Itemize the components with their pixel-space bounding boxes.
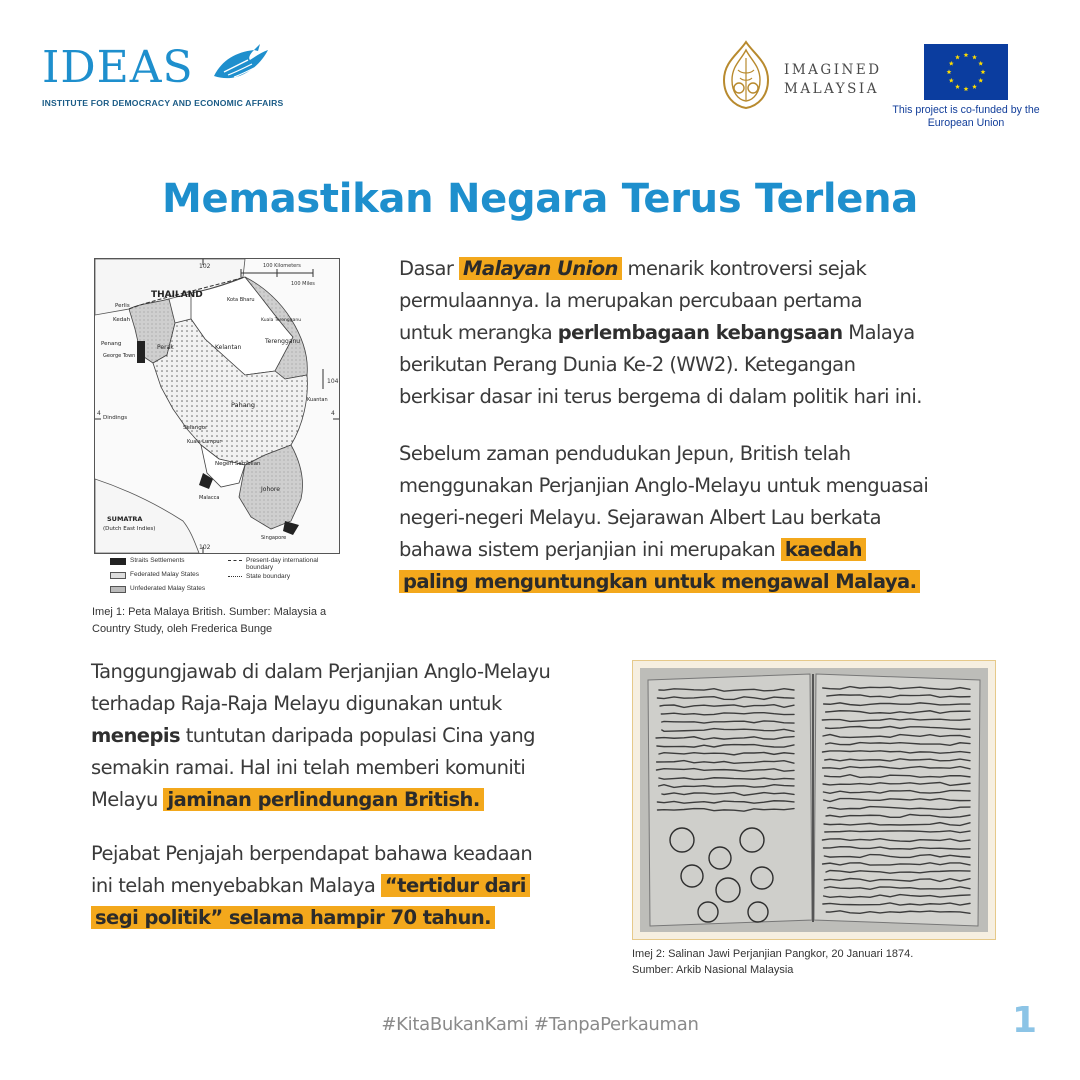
paragraph-pejabat-penjajah [91, 838, 532, 934]
imagined-malaysia-logo [718, 40, 898, 110]
p1-bold-perlembagaan: perlembagaan kebangsaan [557, 321, 843, 344]
legend-federated: Federated Malay States [130, 571, 200, 578]
p1-line3-pre: untuk merangka [399, 321, 558, 344]
p1-line1-pre: Dasar [399, 257, 454, 280]
eu-flag-icon [924, 44, 1008, 100]
image2-caption [632, 946, 913, 978]
p3-line4: semakin ramai. Hal ini telah memberi komuniti [91, 756, 526, 779]
bird-icon [210, 42, 270, 92]
map-label-kuala-terengganu: Kuala Terengganu [261, 318, 302, 323]
manuscript-drawing [640, 668, 988, 932]
highlight-segi-politik: segi politik” selama hampir 70 tahun. [91, 906, 495, 929]
legend-straits: Straits Settlements [130, 557, 185, 564]
legend-swatch-state [228, 576, 242, 577]
highlight-tertidur: “tertidur dari [381, 874, 530, 897]
legend-intl-boundary: Present-day international boundary [246, 557, 319, 571]
malaysia-text: MALAYSIA [784, 81, 879, 97]
p4-line1: Pejabat Penjajah berpendapat bahawa keadaan [91, 842, 533, 865]
imagined-text: IMAGINED [784, 62, 882, 78]
p2-line4-pre: bahawa sistem perjanjian ini merupakan [399, 538, 776, 561]
map-label-kuantan: Kuantan [307, 397, 328, 403]
p1-line3-post: Malaya [842, 321, 915, 344]
highlight-jaminan: jaminan perlindungan British. [163, 788, 483, 811]
legend-state-boundary: State boundary [246, 573, 291, 580]
map-scale-mi: 100 Miles [291, 281, 315, 287]
ideas-subtitle: INSTITUTE FOR DEMOCRACY AND ECONOMIC AFFAIRS [42, 98, 284, 108]
wayang-emblem-icon [718, 40, 774, 110]
map-scale-km: 100 Kilometers [263, 263, 301, 269]
map-label-dindings: Dindings [103, 415, 128, 421]
footer-hashtags: #KitaBukanKami #TanpaPerkauman [381, 1014, 699, 1035]
map-grid-104: 104 [327, 378, 339, 385]
map-label-perlis: Perlis [115, 303, 130, 309]
legend-swatch-federated [110, 572, 126, 579]
map-label-singapore: Singapore [261, 535, 287, 541]
british-malaya-map [94, 258, 340, 554]
p1-line2: permulaannya. Ia merupakan percubaan pertama [399, 289, 862, 312]
map-grid-4-right: 4 [331, 410, 335, 417]
p3-line3-post: tuntutan daripada populasi Cina yang [180, 724, 536, 747]
highlight-malayan-union: Malayan Union [459, 257, 622, 280]
legend-unfederated: Unfederated Malay States [130, 585, 206, 592]
paragraph-tanggungjawab [91, 656, 550, 816]
image2-caption-line1: Imej 2: Salinan Jawi Perjanjian Pangkor, 20 Januari 1874. [632, 948, 914, 960]
map-label-pahang: Pahang [231, 401, 255, 409]
eu-cofunded-caption: This project is co-funded by the European Union [892, 104, 1040, 129]
map-label-negeri-sembilan: Negeri Sembilan [215, 461, 261, 467]
map-label-johore: Johore [261, 486, 280, 493]
map-grid-102-top: 102 [199, 263, 211, 270]
map-label-perak: Perak [157, 344, 174, 351]
map-drawing [95, 259, 339, 553]
p2-line3: negeri-negeri Melayu. Sejarawan Albert Lau berkata [399, 506, 881, 529]
map-label-malacca: Malacca [199, 495, 220, 501]
p2-line2: menggunakan Perjanjian Anglo-Melayu untuk menguasai [399, 474, 929, 497]
legend-swatch-straits [110, 558, 126, 565]
map-label-sumatra: SUMATRA [107, 515, 143, 523]
page-title: Memastikan Negara Terus Terlena [162, 176, 918, 222]
highlight-kaedah: kaedah [781, 538, 866, 561]
map-label-selangor: Selangor [183, 425, 208, 431]
map-label-thailand: THAILAND [151, 290, 203, 300]
map-grid-102-bottom: 102 [199, 544, 211, 551]
map-label-sumatra-sub: (Dutch East Indies) [103, 526, 156, 532]
ideas-logo [42, 42, 284, 112]
map-label-penang: Penang [101, 341, 122, 347]
map-label-kuala-lumpur: Kuala Lumpur [187, 439, 222, 445]
p3-bold-menepis: menepis [91, 724, 181, 747]
pangkor-treaty-image [632, 660, 996, 940]
map-label-kota-bharu: Kota Bharu [227, 297, 255, 303]
manuscript-photo [640, 668, 988, 932]
p2-line1: Sebelum zaman pendudukan Jepun, British telah [399, 442, 851, 465]
map-label-kelantan: Kelantan [215, 344, 242, 351]
paragraph-anglo-melayu [399, 438, 928, 598]
highlight-paling-menguntungkan: paling menguntungkan untuk mengawal Malaya. [399, 570, 920, 593]
map-legend [110, 556, 350, 600]
map-label-terengganu: Terengganu [265, 338, 301, 345]
p1-line5: berkisar dasar ini terus bergema di dalam politik hari ini. [399, 385, 922, 408]
p3-line2: terhadap Raja-Raja Melayu digunakan untuk [91, 692, 502, 715]
page-number: 1 [1012, 1000, 1038, 1041]
image2-caption-line2: Sumber: Arkib Nasional Malaysia [632, 964, 794, 976]
map-grid-4-left: 4 [97, 410, 101, 417]
p3-line1: Tanggungjawab di dalam Perjanjian Anglo-Melayu [91, 660, 551, 683]
legend-swatch-intl [228, 560, 242, 561]
p4-line2-pre: ini telah menyebabkan Malaya [91, 874, 376, 897]
map-label-george-town: George Town [103, 353, 136, 359]
paragraph-malayan-union [399, 253, 922, 413]
p1-line4: berikutan Perang Dunia Ke-2 (WW2). Ketegangan [399, 353, 856, 376]
p3-line5-pre: Melayu [91, 788, 158, 811]
image1-caption: Imej 1: Peta Malaya British. Sumber: Malaysia a Country Study, oleh Frederica Bunge [92, 606, 327, 635]
legend-swatch-unfederated [110, 586, 126, 593]
map-label-kedah: Kedah [113, 317, 131, 323]
p1-line1-post: menarik kontroversi sejak [621, 257, 867, 280]
ideas-wordmark: IDEAS [42, 42, 194, 93]
